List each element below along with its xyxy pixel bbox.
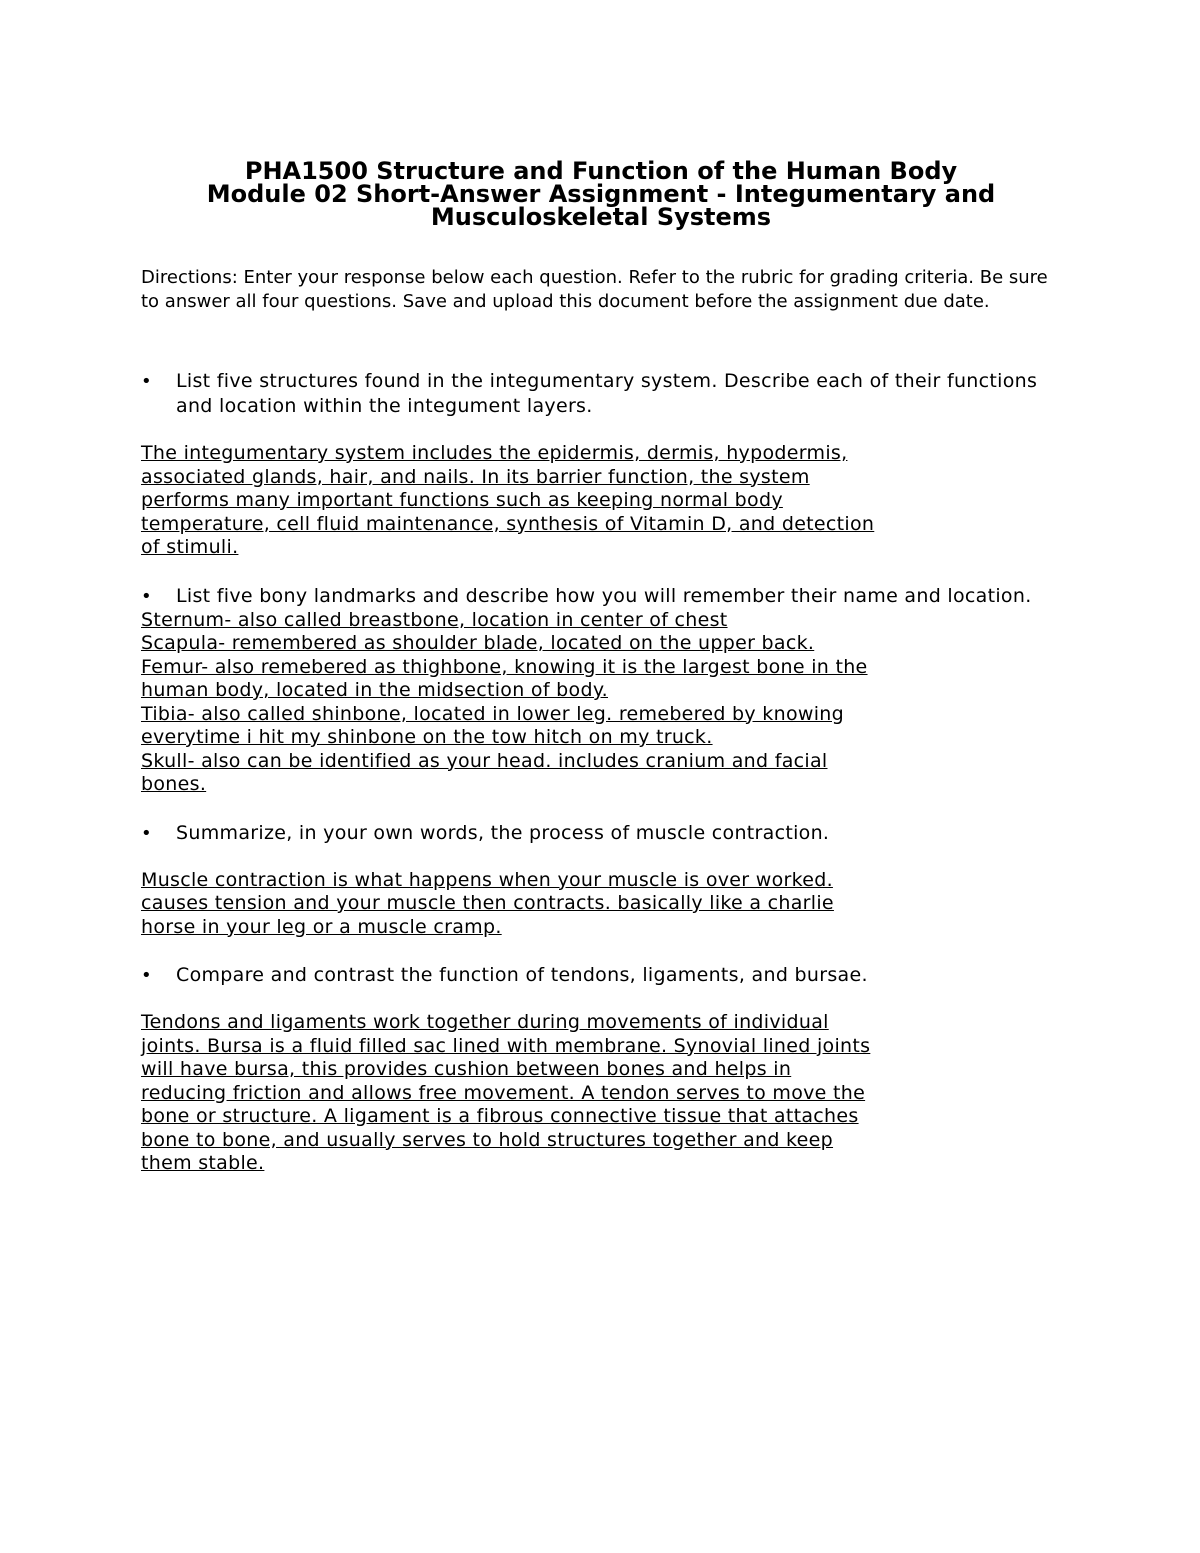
answer-line: Femur- also remebered as thighbone, knowing it is the largest bone in the — [141, 655, 868, 678]
answer-line: Sternum- also called breastbone, location in center of chest — [141, 608, 728, 631]
bullet-icon: • — [141, 965, 152, 986]
answer-line: Tendons and ligaments work together during movements of individual — [141, 1011, 829, 1033]
answer-line: horse in your leg or a muscle cramp. — [141, 915, 502, 938]
directions-paragraph: Directions: Enter your response below each question. Refer to the rubric for grading criteria. Be sure to answer all four questions. Save and upload this document before the assignment due date. — [141, 267, 1048, 312]
answer-line: temperature, cell fluid maintenance, synthesis of Vitamin D, and detection — [141, 512, 875, 535]
question-text: Compare and contrast the function of tendons, ligaments, and bursae. — [176, 964, 868, 986]
answer-line: bone to bone, and usually serves to hold structures together and keep — [141, 1128, 834, 1151]
question-text: List five bony landmarks and describe how you will remember their name and location. — [176, 584, 1032, 607]
question-2 — [141, 584, 1061, 609]
answer-line: Tibia- also called shinbone, located in lower leg. remebered by knowing — [141, 702, 844, 725]
question-text: Summarize, in your own words, the process of muscle contraction. — [176, 821, 830, 844]
answer-line: causes tension and your muscle then contracts. basically like a charlie — [141, 892, 834, 914]
answer-4[interactable] — [141, 1011, 1061, 1176]
title-line: Module 02 Short-Answer Assignment - Integumentary and — [206, 180, 996, 208]
answer-line: bones. — [141, 773, 207, 795]
answer-line: everytime i hit my shinbone on the tow hitch on my truck. — [141, 726, 713, 748]
answer-line: associated glands, hair, and nails. In its barrier function, the system — [141, 465, 810, 488]
answer-line: human body, located in the midsection of body. — [141, 679, 608, 701]
bullet-icon: • — [141, 371, 152, 392]
answer-1[interactable] — [141, 442, 1061, 560]
document-page — [141, 157, 1061, 1176]
answer-line: will have bursa, this provides cushion between bones and helps in — [141, 1058, 792, 1080]
answer-line: The integumentary system includes the epidermis, dermis, hypodermis, — [141, 442, 848, 464]
question-4 — [141, 963, 1061, 988]
answer-2[interactable] — [141, 609, 1061, 797]
answer-line: performs many important functions such as keeping normal body — [141, 489, 783, 511]
answer-line: them stable. — [141, 1152, 265, 1174]
title-line: Musculoskeletal Systems — [430, 203, 772, 231]
answer-line: reducing friction and allows free movement. A tendon serves to move the — [141, 1081, 866, 1104]
answer-line: Skull- also can be identified as your head. includes cranium and facial — [141, 749, 828, 772]
answer-line: of stimuli. — [141, 536, 239, 558]
answer-line: bone or structure. A ligament is a fibrous connective tissue that attaches — [141, 1105, 859, 1127]
answer-line: Muscle contraction is what happens when your muscle is over worked. — [141, 868, 833, 891]
question-3 — [141, 821, 1061, 846]
title-line: PHA1500 Structure and Function of the Human Body — [244, 157, 958, 185]
answer-3[interactable] — [141, 869, 1061, 940]
answer-line: joints. Bursa is a fluid filled sac lined with membrane. Synovial lined joints — [141, 1034, 871, 1057]
question-1 — [141, 369, 1061, 419]
question-text: List five structures found in the integumentary system. Describe each of their functions and location within the integument layers. — [176, 370, 1038, 417]
document-title — [141, 157, 1061, 231]
bullet-icon: • — [141, 585, 152, 607]
answer-line: Scapula- remembered as shoulder blade, located on the upper back. — [141, 632, 815, 654]
bullet-icon: • — [141, 822, 152, 844]
